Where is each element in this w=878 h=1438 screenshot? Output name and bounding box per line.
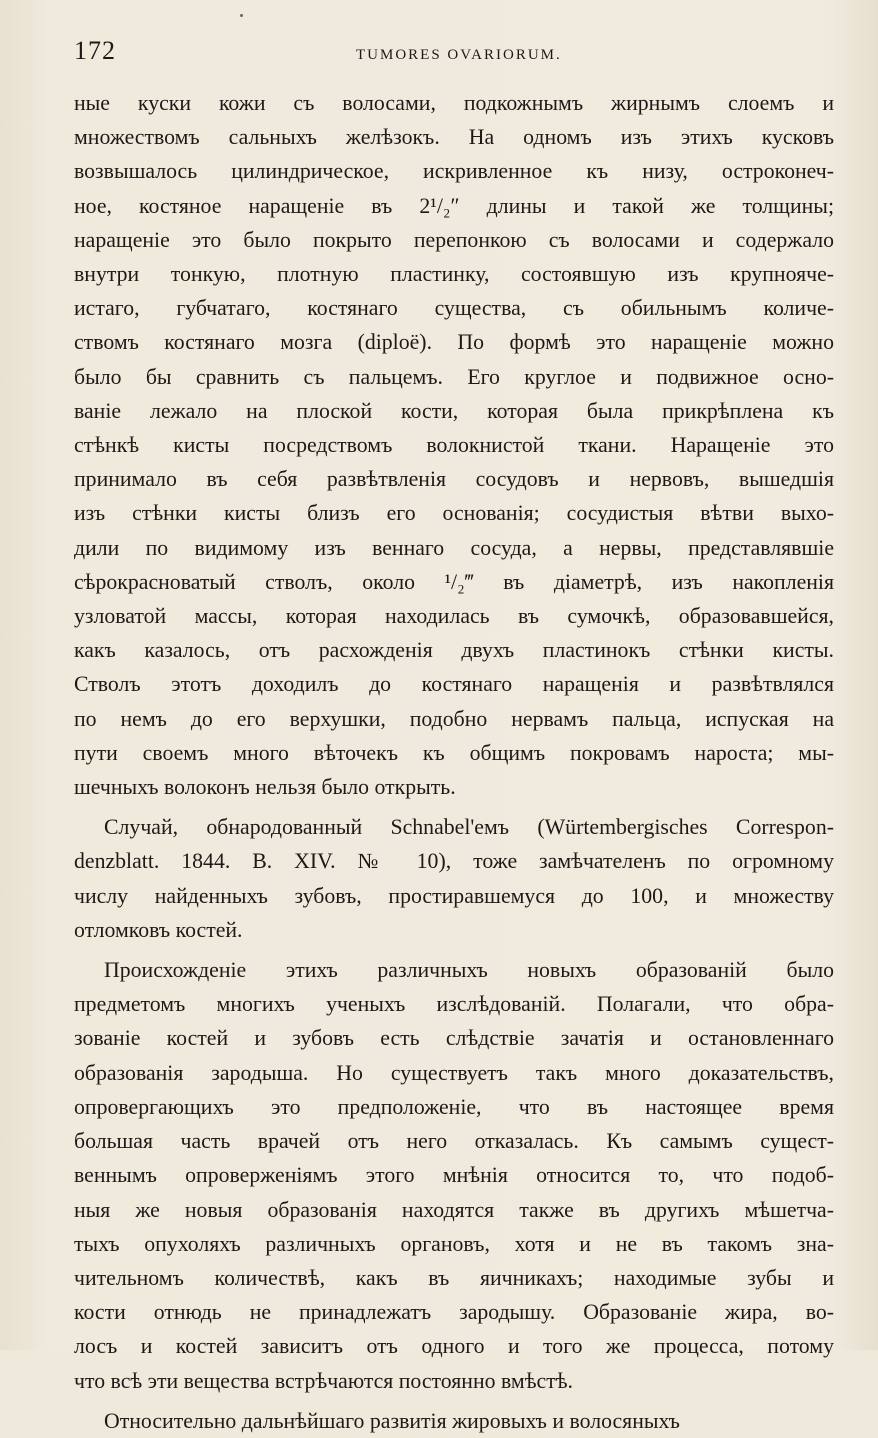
text-line: ваніе лежало на плоской кости, которая была прикрѣплена къ	[74, 398, 834, 423]
paragraph	[74, 1404, 834, 1438]
text-line: Случай, обнародованный Schnabel'емъ (Würtembergisches Correspon-	[104, 815, 834, 840]
text-line: опровергающихъ это предположеніе, что въ настоящее время	[74, 1094, 834, 1119]
body-text	[74, 86, 834, 1438]
print-speck	[240, 14, 243, 17]
text-line: числу найденныхъ зубовъ, простиравшемуся до 100, и множеству	[74, 883, 834, 908]
text-line: большая часть врачей отъ него отказалась. Къ самымъ сущест-	[74, 1129, 834, 1154]
text-line: узловатой массы, которая находилась въ сумочкѣ, образовавшейся,	[74, 604, 834, 629]
paragraph	[74, 810, 834, 947]
text-line: предметомъ многихъ ученыхъ изслѣдованій. Полагали, что обра-	[74, 992, 834, 1017]
text-line: шечныхъ волоконъ нельзя было открыть.	[74, 775, 456, 800]
text-line: образованія зародыша. Но существуетъ такъ много доказательствъ,	[74, 1060, 834, 1085]
text-line: тыхъ опухоляхъ различныхъ органовъ, хотя и не въ такомъ зна-	[74, 1231, 834, 1256]
text-line: наращеніе это было покрыто перепонкою съ волосами и содержало	[74, 227, 834, 252]
text-line: Стволъ этотъ доходилъ до костянаго наращенія и развѣтвлялся	[74, 672, 834, 697]
text-line: что всѣ эти вещества встрѣчаются постоянно вмѣстѣ.	[74, 1368, 574, 1393]
text-line: кости отнюдь не принадлежатъ зародышу. Образованіе жира, во-	[74, 1300, 834, 1325]
paragraph	[74, 953, 834, 1398]
text-line: принимало въ себя развѣтвленія сосудовъ и нервовъ, вышедшія	[74, 467, 834, 492]
text-line: внутри тонкую, плотную пластинку, состоявшую изъ крупнояче-	[74, 262, 834, 287]
text-line: пути своемъ много вѣточекъ къ общимъ покровамъ нароста; мы-	[74, 740, 834, 765]
text-line: Относительно дальнѣйшаго развитія жировыхъ и волосяныхъ	[104, 1408, 680, 1433]
text-line: изъ стѣнки кисты близъ его основанія; сосудистыя вѣтви выхо-	[74, 501, 834, 526]
text-line: ное, костяное наращеніе въ 2¹/₂″ длины и такой же толщины;	[74, 193, 834, 218]
running-head	[74, 36, 834, 76]
text-line: лосъ и костей зависитъ отъ одного и того же процесса, потому	[74, 1334, 834, 1359]
text-line: веннымъ опроверженіямъ этого мнѣнія относится то, что подоб-	[74, 1163, 834, 1188]
text-line: ствомъ костянаго мозга (diploë). По формѣ это наращеніе можно	[74, 330, 834, 355]
text-line: зованіе костей и зубовъ есть слѣдствіе зачатія и остановленнаго	[74, 1026, 834, 1051]
page-number: 172	[74, 36, 116, 65]
paragraph	[74, 86, 834, 804]
text-line: стѣнкѣ кисты посредствомъ волокнистой ткани. Наращеніе это	[74, 433, 834, 458]
text-line: отломковъ костей.	[74, 917, 243, 942]
text-line: множествомъ сальныхъ желѣзокъ. На одномъ изъ этихъ кусковъ	[74, 125, 834, 150]
text-line: чительномъ количествѣ, какъ въ яичникахъ; находимые зубы и	[74, 1265, 834, 1290]
text-line: ные куски кожи съ волосами, подкожнымъ жирнымъ слоемъ и	[74, 91, 834, 115]
text-line: ныя же новыя образованія находятся также въ другихъ мѣшетча-	[74, 1197, 834, 1222]
text-line: какъ казалось, отъ расхожденія двухъ пластинокъ стѣнки кисты.	[74, 638, 834, 663]
text-line: возвышалось цилиндрическое, искривленное къ низу, остроконеч-	[74, 159, 834, 184]
text-line: Происхожденіе этихъ различныхъ новыхъ образованій было	[104, 958, 834, 983]
running-title: TUMORES OVARIORUM.	[356, 47, 562, 63]
text-line: denzblatt. 1844. B. XIV. № 10), тоже замѣчателенъ по огромному	[74, 849, 834, 874]
text-line: по немъ до его верхушки, подобно нервамъ пальца, испуская на	[74, 706, 834, 731]
text-line: было бы сравнить съ пальцемъ. Его круглое и подвижное осно-	[74, 364, 834, 389]
text-line: сѣрокрасноватый стволъ, около ¹/₂‴ въ діаметрѣ, изъ накопленія	[74, 569, 834, 594]
text-line: дили по видимому изъ веннаго сосуда, а нервы, представлявшіе	[74, 535, 834, 560]
text-line: истаго, губчатаго, костянаго существа, съ обильнымъ количе-	[74, 296, 834, 321]
